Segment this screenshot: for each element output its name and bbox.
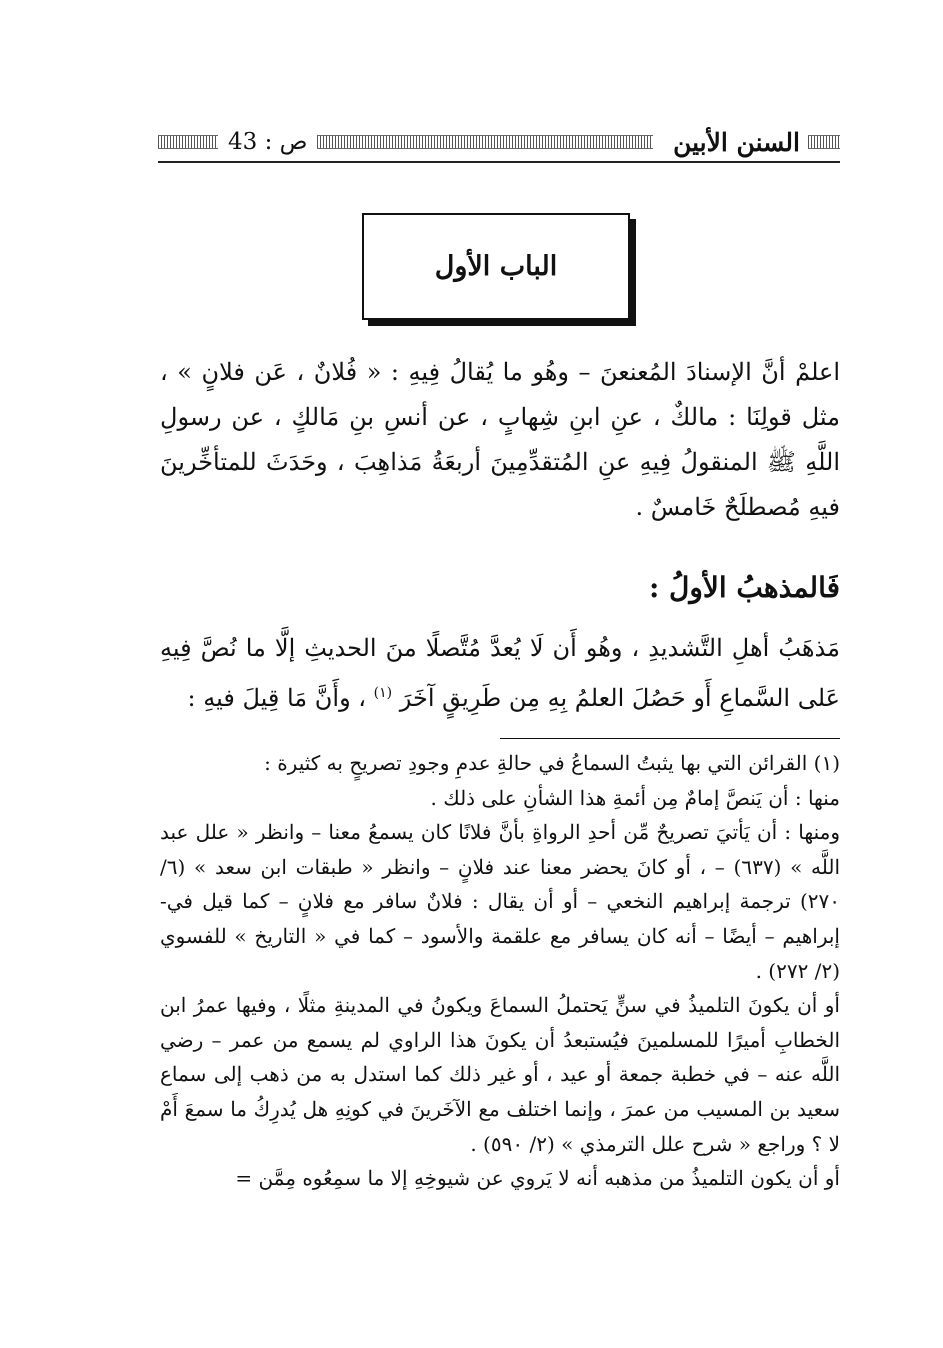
footnote-separator <box>500 738 840 739</box>
section-heading: فَالمذهبُ الأولُ : <box>648 571 840 604</box>
page-header <box>158 125 840 159</box>
header-ornament-middle <box>317 135 653 149</box>
footnote-reference: (١) <box>373 685 393 701</box>
footnote-line: أو أن يكونَ التلميذُ في سنٍّ يَحتملُ السماعَ ويكونُ في المدينةِ مثلًا ، وفيها عمرُ ابن الخطابِ أميرًا للمسلمينَ فيُستبعدُ أن يكونَ هذا الراوي لم يسمع من عمر – رضي اللَّه عنه – في خطبة جمعة أو عيد ، أو غير ذلك كما استدل به من ذهب إلى سماع سعيد بن المسيب من عمرَ ، وإنما اختلف مع الآخَرينَ في كونِهِ هل يُدرِكُ ما سمعَ أَمْ لا ؟ وراجع « شرح علل الترمذي » (٢/ ٥٩٠) . <box>160 993 840 1156</box>
footnote-line: أو أن يكون التلميذُ من مذهبه أنه لا يَروي عن شيوخِهِ إلا ما سمِعُوه مِمَّن = <box>235 1166 840 1191</box>
intro-paragraph-block <box>160 350 840 530</box>
chapter-title: الباب الأول <box>434 251 558 282</box>
book-title: السنن الأبين <box>673 127 800 157</box>
footnotes <box>160 746 840 1196</box>
header-ornament-left <box>158 135 218 149</box>
footnote-line: (١) القرائن التي بها يثبتُ السماعُ في حالةِ عدمِ وجودِ تصريحٍ به كثيرة : <box>264 751 840 775</box>
header-ornament-right <box>808 135 840 149</box>
page-number: ص : 43 <box>228 129 308 155</box>
header-rule <box>158 161 840 163</box>
chapter-title-box <box>362 213 630 320</box>
footnote-line: منها : أن يَنصَّ إمامٌ مِن أئمةِ هذا الشأنِ على ذلك . <box>430 785 840 810</box>
section-paragraph-block <box>160 626 840 721</box>
footnote-line: ومنها : أن يَأتيَ تصريحٌ مِّن أحدِ الرواةِ بأنَّ فلانًا كان يسمعُ معنا – وانظر « علل عبد اللَّه » (٦٣٧) – ، أو كانَ يحضر معنا عند فلانٍ – وانظر « طبقات ابن سعد » (٦/ ٢٧٠) ترجمة إبراهيم النخعي – أو أن يقال : فلانٌ سافر مع فلانٍ – كما قيل في-إبراهيم – أيضًا – أنه كان يسافر مع علقمة والأسود – كما في « التاريخ » للفسوي (٢/ ٢٧٢) . <box>160 820 841 983</box>
section-paragraph-text: مَذهَبُ أهلِ التَّشديدِ ، وهُو أَن لَا يُعدَّ مُتَّصلًا منَ الحديثِ إلَّا ما نُصَّ فِيهِ عَلى السَّماعِ أَو حَصُلَ العلمُ بِهِ مِن طَرِيقٍ آخَرَ <box>160 634 840 712</box>
section-paragraph-ending: ، وأَنَّ مَا قِيلَ فيهِ : <box>187 684 367 712</box>
section-paragraph <box>160 626 840 721</box>
intro-paragraph: اعلمْ أنَّ الإسنادَ المُعنعنَ – وهُو ما يُقالُ فِيهِ : « فُلانٌ ، عَن فلانٍ » ، مثل قولِنَا : مالكٌ ، عنِ ابنِ شِهابٍ ، عن أنسِ بنِ مَالكٍ ، عن رسولِ اللَّهِ ﷺ المنقولُ فِيهِ عنِ المُتقدِّمِينَ أربعَةُ مَذاهِبَ ، وحَدَثَ للمتأخِّرينَ فيهِ مُصطلَحٌ خَامسٌ . <box>160 358 840 521</box>
